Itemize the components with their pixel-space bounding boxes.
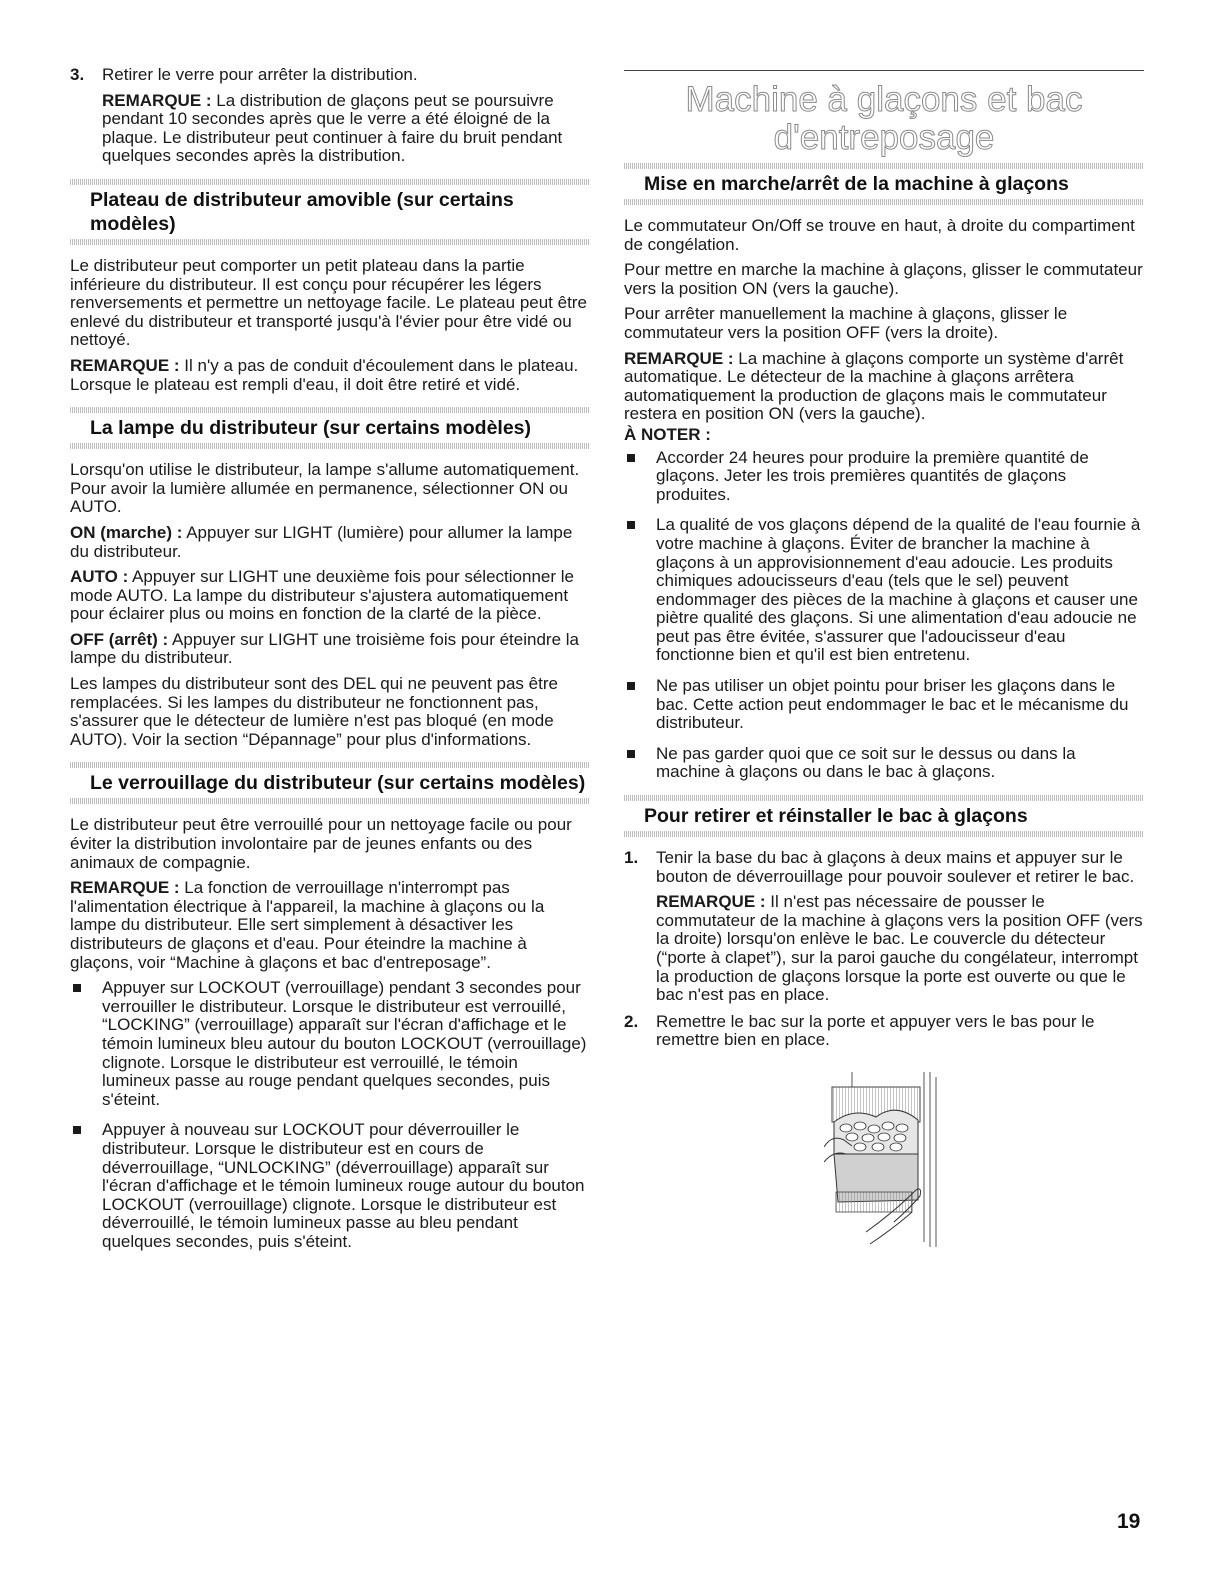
notice-label: À NOTER : bbox=[624, 424, 711, 444]
mode-text: Appuyer sur LIGHT une deuxième fois pour sélectionner le mode AUTO. La lampe du distributeur s'ajustera automatiquement pour éclairer plus ou moins en fonction de la clarté de la pièce. bbox=[70, 567, 574, 624]
bullet-square-icon bbox=[627, 521, 635, 529]
mode-label: OFF (arrêt) : bbox=[70, 629, 169, 649]
note bbox=[102, 92, 590, 166]
top-rule bbox=[624, 70, 1144, 71]
note-text: Il n'y a pas de conduit d'écoulement dans le plateau. Lorsque le plateau est rempli d'eau, il doit être retiré et vidé. bbox=[70, 355, 579, 394]
step-text: Tenir la base du bac à glaçons à deux mains et appuyer sur le bouton de déverrouillage pour pouvoir soulever et retirer le bac. bbox=[656, 848, 1135, 886]
section-heading: Plateau de distributeur amovible (sur certains modèles) bbox=[90, 188, 514, 235]
mode-label: AUTO : bbox=[70, 567, 129, 587]
section-heading: Mise en marche/arrêt de la machine à glaçons bbox=[644, 173, 1069, 195]
note bbox=[70, 879, 590, 972]
note bbox=[70, 357, 590, 394]
section-heading: La lampe du distributeur (sur certains modèles) bbox=[90, 417, 532, 440]
paragraph: Pour arrêter manuellement la machine à glaçons, glisser le commutateur vers la position OFF (vers la droite). bbox=[624, 304, 1068, 342]
off-mode bbox=[70, 631, 590, 668]
paragraph: Le distributeur peut comporter un petit plateau dans la partie inférieure du distributeur. Il est conçu pour récupérer les légers renversements et permettre un nettoyage facile. Le plateau peut être enlevé du distributeur et transporté jusqu'à l'évier pour être vidé ou nettoyé. bbox=[70, 255, 587, 350]
paragraph: Lorsqu'on utilise le distributeur, la lampe s'allume automatiquement. Pour avoir la lumière allumée en permanence, sélectionner ON ou AUTO. bbox=[70, 460, 580, 517]
bullet-item bbox=[70, 979, 590, 1109]
ice-bin-illustration bbox=[824, 1072, 954, 1247]
left-column bbox=[70, 66, 590, 1264]
section-header-icemaker bbox=[624, 163, 1144, 205]
bullet-text: Appuyer à nouveau sur LOCKOUT pour déverrouiller le distributeur. Lorsque le distributeur est en cours de déverrouillage, “UNLOCKING” (déverrouillage) apparaît sur l'écran d'affichage et le témoin lumineux rouge autour du bouton LOCKOUT (verrouillage) clignote. Lorsque le distributeur est déverrouillé, le témoin lumineux passe au bleu pendant quelques secondes, puis s'éteint. bbox=[102, 1120, 585, 1251]
header-rule-top bbox=[624, 795, 1144, 801]
note-label: REMARQUE : bbox=[70, 878, 180, 898]
bullet-square-icon bbox=[627, 750, 635, 758]
right-column bbox=[624, 62, 1144, 1252]
note-label: REMARQUE : bbox=[102, 90, 212, 110]
bullet-item bbox=[624, 745, 1144, 782]
step-text: Retirer le verre pour arrêter la distribution. bbox=[102, 65, 418, 84]
note-text: La fonction de verrouillage n'interrompt pas l'alimentation électrique à l'appareil, la machine à glaçons ou la lampe du distributeur. Elle sert simplement à désactiver les distributeurs de glaçons et d'eau. Pour éteindre la machine à glaçons, voir “Machine à glaçons et bac d'entreposage”. bbox=[70, 878, 545, 972]
paragraph: Les lampes du distributeur sont des DEL qui ne peuvent pas être remplacées. Si les lampes du distributeur ne fonctionnent pas, s'assurer que le détecteur de lumière n'est pas bloqué (en mode AUTO). Voir la section “Dépannage” pour plus d'informations. bbox=[70, 674, 558, 749]
bullet-item bbox=[624, 516, 1144, 665]
mode-text: Appuyer sur LIGHT (lumière) pour allumer la lampe du distributeur. bbox=[70, 522, 573, 561]
step-text: Remettre le bac sur la porte et appuyer vers le bas pour le remettre bien en place. bbox=[656, 1011, 1095, 1050]
auto-mode bbox=[70, 568, 590, 624]
note-text: Il n'est pas nécessaire de pousser le commutateur de la machine à glaçons vers la position OFF (vers la droite) lorsqu'on enlève le bac. Le couvercle du détecteur (“porte à clapet”), sur la paroi gauche du congélateur, interrompt la production de glaçons lorsque la porte est ouverte ou que le bac n'est pas en place. bbox=[656, 892, 1143, 1005]
bullet-item bbox=[624, 449, 1144, 505]
chapter-title-line1: Machine à glaçons et bac bbox=[685, 80, 1083, 119]
section-header-lockout bbox=[70, 762, 590, 804]
header-rule-bottom bbox=[624, 199, 1144, 205]
bullet-text: Appuyer sur LOCKOUT (verrouillage) pendant 3 secondes pour verrouiller le distributeur. Lorsque le distributeur est verrouillé, “LOCKING” (verrouillage) apparaît sur l'écran d'affichage et le témoin lumineux bleu autour du bouton LOCKOUT (verrouillage) clignote. Lorsque le distributeur est verrouillé, le témoin lumineux passe au rouge pendant quelques secondes, puis s'éteint. bbox=[102, 978, 587, 1109]
chapter-title-line2: d'entreposage bbox=[773, 118, 995, 157]
step-1 bbox=[624, 849, 1144, 1005]
bullet-square-icon bbox=[627, 454, 635, 462]
note bbox=[656, 893, 1144, 1005]
header-rule-top bbox=[70, 762, 590, 768]
header-rule-bottom bbox=[70, 239, 590, 245]
note-label: REMARQUE : bbox=[656, 892, 766, 912]
on-mode bbox=[70, 524, 590, 561]
chapter-title bbox=[624, 81, 1144, 157]
bullet-item bbox=[624, 677, 1144, 733]
bullet-square-icon bbox=[73, 1126, 81, 1134]
header-rule-top bbox=[70, 407, 590, 413]
step-number: 1. bbox=[624, 848, 639, 868]
mode-text: Appuyer sur LIGHT une troisième fois pour éteindre la lampe du distributeur. bbox=[70, 629, 579, 668]
section-heading: Le verrouillage du distributeur (sur certains modèles) bbox=[90, 772, 586, 795]
section-header-tray bbox=[70, 179, 590, 245]
header-rule-top bbox=[624, 163, 1144, 169]
header-rule-bottom bbox=[70, 443, 590, 449]
section-header-bin bbox=[624, 795, 1144, 837]
bullet-text: La qualité de vos glaçons dépend de la qualité de l'eau fournie à votre machine à glaçons. Éviter de brancher la machine à glaçons à un approvisionnement d'eau adoucie. Les produits chimiques adoucisseurs d'eau (tels que le sel) peuvent endommager des pièces de la machine à glaçons et causer une piètre qualité des glaçons. Si une alimentation d'eau adoucie ne peut pas être évitée, s'assurer que l'adoucisseur d'eau fonctionne bien et qu'il est bien entretenu. bbox=[656, 515, 1141, 665]
header-rule-bottom bbox=[70, 798, 590, 804]
header-rule-bottom bbox=[624, 831, 1144, 837]
section-header-lamp bbox=[70, 407, 590, 449]
note bbox=[624, 350, 1144, 424]
bullet-item bbox=[70, 1121, 590, 1251]
bullet-square-icon bbox=[73, 984, 81, 992]
paragraph: Le distributeur peut être verrouillé pour un nettoyage facile ou pour éviter la distribution involontaire par de jeunes enfants ou des animaux de compagnie. bbox=[70, 815, 572, 872]
paragraph: Pour mettre en marche la machine à glaçons, glisser le commutateur vers la position ON (vers la gauche). bbox=[624, 260, 1143, 298]
paragraph: Le commutateur On/Off se trouve en haut, à droite du compartiment de congélation. bbox=[624, 216, 1135, 254]
bullet-square-icon bbox=[627, 682, 635, 690]
bullet-text: Ne pas utiliser un objet pointu pour briser les glaçons dans le bac. Cette action peut endommager le bac et le mécanisme du distributeur. bbox=[656, 676, 1129, 733]
bullet-text: Ne pas garder quoi que ce soit sur le dessus ou dans la machine à glaçons ou dans le bac à glaçons. bbox=[656, 743, 1076, 782]
section-heading: Pour retirer et réinstaller le bac à glaçons bbox=[644, 805, 1028, 828]
bullet-text: Accorder 24 heures pour produire la première quantité de glaçons. Jeter les trois premières quantités de glaçons produites. bbox=[656, 447, 1089, 504]
step-3 bbox=[70, 66, 590, 166]
mode-label: ON (marche) : bbox=[70, 522, 183, 542]
note-text: La distribution de glaçons peut se poursuivre pendant 10 secondes après que le verre a été éloigné de la plaque. Le distributeur peut continuer à faire du bruit pendant quelques secondes après la distribution. bbox=[102, 90, 563, 166]
page-number: 19 bbox=[1117, 1510, 1141, 1533]
note-text: La machine à glaçons comporte un système d'arrêt automatique. Le détecteur de la machine à glaçons arrêtera automatiquement la production de glaçons mais le commutateur restera en position ON (vers la gauche). bbox=[624, 348, 1124, 424]
note-label: REMARQUE : bbox=[70, 355, 180, 375]
step-number: 2. bbox=[624, 1011, 639, 1031]
header-rule-top bbox=[70, 179, 590, 185]
step-2 bbox=[624, 1013, 1144, 1050]
note-label: REMARQUE : bbox=[624, 348, 734, 368]
notice-heading bbox=[624, 426, 1144, 445]
step-number: 3. bbox=[70, 65, 85, 84]
